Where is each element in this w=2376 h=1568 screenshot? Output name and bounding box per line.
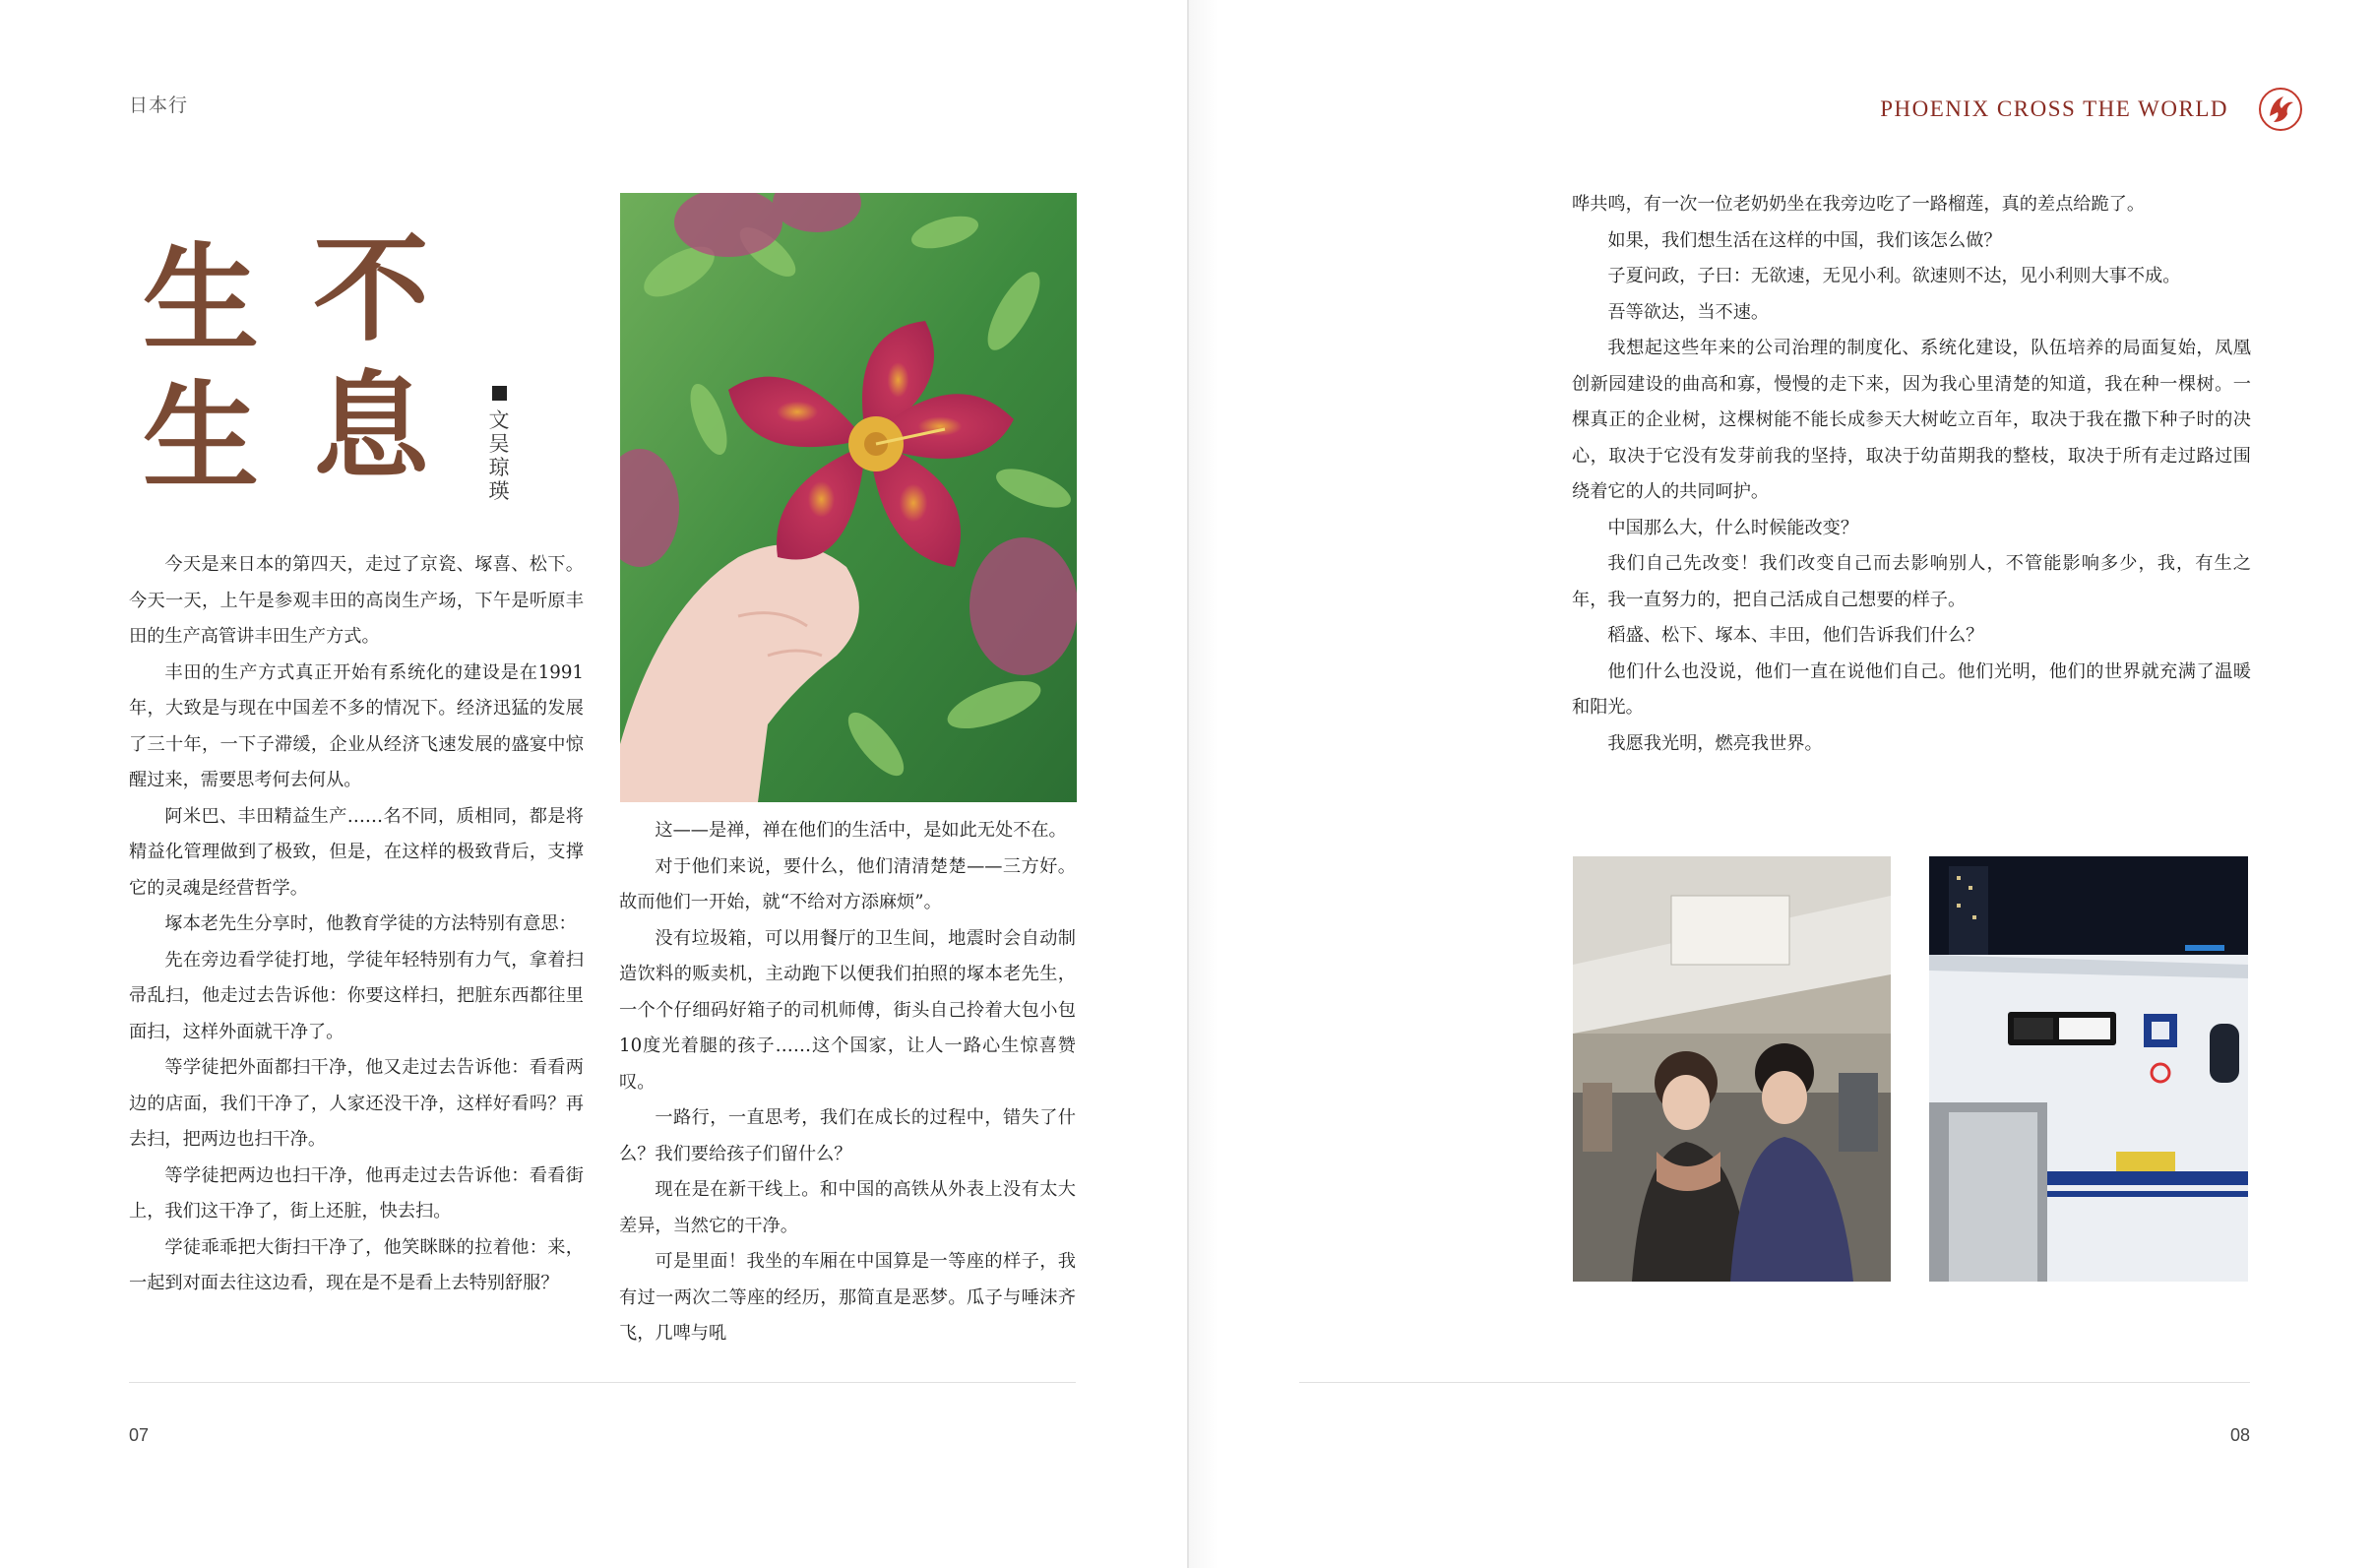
shinkansen-photo — [1929, 856, 2248, 1282]
paragraph: 子夏问政，子曰：无欲速，无见小利。欲速则不达，见小利则大事不成。 — [1607, 266, 2181, 286]
phoenix-logo-icon — [2258, 87, 2303, 132]
paragraph: 如果，我们想生活在这样的中国，我们该怎么做？ — [1607, 229, 2002, 251]
paragraph: 等学徒把外面都扫干净，他又走过去告诉他：看看两边的店面，我们干净了，人家还没干净，这样好看吗？再去扫，把两边也扫干净。 — [129, 1057, 584, 1150]
paragraph: 可是里面！我坐的车厢在中国算是一等座的样子，我有过一两次二等座的经历，那简直是恶梦。瓜子与唾沫齐飞，几啤与吼 — [619, 1251, 1076, 1344]
paragraph: 他们什么也没说，他们一直在说他们自己。他们光明，他们的世界就充满了温暖和阳光。 — [1572, 660, 2251, 718]
running-head-left: 日本行 — [129, 94, 189, 116]
page-number-right: 08 — [2230, 1425, 2251, 1445]
paragraph: 塚本老先生分享时，他教育学徒的方法特别有意思： — [164, 913, 577, 934]
paragraph: 没有垃圾箱，可以用餐厅的卫生间，地震时会自动制造饮料的贩卖机，主动跑下以便我们拍照的塚本老先生，一个个仔细码好箱子的司机师傅，街头自己拎着大包小包10度光着腿的孩子……这个国家，让人一路心生惊喜赞叹。 — [619, 927, 1076, 1093]
station-portrait-photo — [1573, 856, 1891, 1282]
paragraph: 我们自己先改变！我们改变自己而去影响别人，不管能影响多少，我，有生之年，我一直努力的，把自己活成自己想要的样子。 — [1572, 553, 2251, 610]
byline-text: 文 吴琼瑛 — [488, 408, 510, 504]
paragraph: 等学徒把两边也扫干净，他再走过去告诉他：看看街上，我们这干净了，街上还脏，快去扫。 — [129, 1164, 584, 1222]
paragraph: 丰田的生产方式真正开始有系统化的建设是在1991年，大致是与现在中国差不多的情况下。经济迅猛的发展了三十年，一下子滞缓，企业从经济飞速发展的盛宴中惊醒过来，需要思考何去何从。 — [129, 661, 584, 790]
paragraph: 我愿我光明，燃亮我世界。 — [1607, 732, 1823, 754]
paragraph: 哗共鸣，有一次一位老奶奶坐在我旁边吃了一路榴莲，真的差点给跪了。 — [1572, 194, 2146, 215]
paragraph: 一路行，一直思考，我们在成长的过程中，错失了什么？我们要给孩子们留什么？ — [619, 1107, 1076, 1164]
paragraph: 中国那么大，什么时候能改变？ — [1607, 517, 1859, 538]
body-column-3 — [1572, 187, 2251, 762]
footer-rule-right — [1299, 1382, 2250, 1383]
paragraph: 先在旁边看学徒打地，学徒年轻特别有力气，拿着扫帚乱扫，他走过去告诉他：你要这样扫，把脏东西都往里面扫，这样外面就干净了。 — [129, 949, 584, 1042]
paragraph: 这——是禅，禅在他们的生活中，是如此无处不在。 — [655, 820, 1067, 841]
paragraph: 稻盛、松下、塚本、丰田，他们告诉我们什么？ — [1607, 625, 1984, 646]
title-char-4: 生 — [143, 368, 260, 505]
page-number-left: 07 — [129, 1425, 150, 1445]
title-char-2: 息 — [313, 358, 430, 495]
paragraph: 学徒乖乖把大街扫干净了，他笑眯眯的拉着他：来，一起到对面去往这边看，现在是不是看上去特别舒服？ — [129, 1236, 584, 1293]
paragraph: 对于他们来说，要什么，他们清清楚楚——三方好。故而他们一开始，就“不给对方添麻烦”。 — [619, 855, 1076, 912]
paragraph: 我想起这些年来的公司治理的制度化、系统化建设，队伍培养的局面复始，凤凰创新园建设的曲高和寡，慢慢的走下来，因为我心里清楚的知道，我在种一棵树。一棵真正的企业树，这棵树能不能长成参天大树屹立百年，取决于我在撒下种子时的决心，取决于它没有发芽前我的坚持，取决于幼苗期我的整枝，取决于所有走过路过围绕着它的人的共同呵护。 — [1572, 338, 2251, 502]
paragraph: 阿米巴、丰田精益生产……名不同，质相同，都是将精益化管理做到了极致，但是，在这样的极致背后，支撑它的灵魂是经营哲学。 — [129, 805, 584, 899]
paragraph: 现在是在新干线上。和中国的高铁从外表上没有太大差异，当然它的干净。 — [619, 1179, 1076, 1236]
title-char-1: 不 — [313, 220, 430, 357]
title-char-3: 生 — [143, 230, 260, 367]
running-head-right — [1880, 87, 2303, 132]
paragraph: 吾等欲达，当不速。 — [1607, 301, 1770, 323]
magazine-name: PHOENIX CROSS THE WORLD — [1880, 96, 2228, 121]
paragraph: 今天是来日本的第四天，走过了京瓷、塚喜、松下。今天一天，上午是参观丰田的高岗生产场，下午是听原丰田的生产高管讲丰田生产方式。 — [129, 554, 584, 647]
